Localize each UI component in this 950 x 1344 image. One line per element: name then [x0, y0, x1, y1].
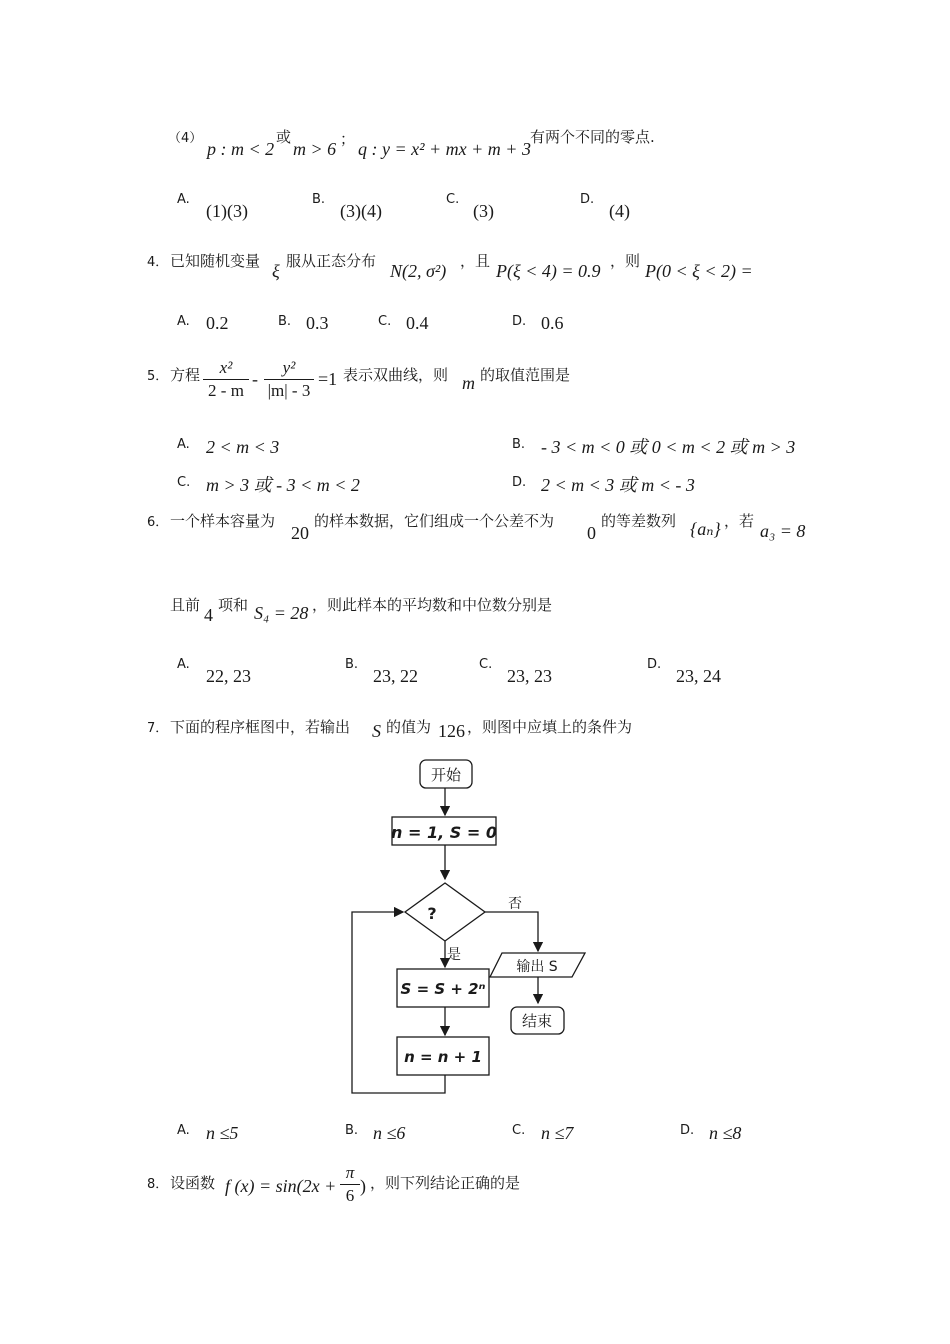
option-value: - 3 < m < 0 或 0 < m < 2 或 m > 3	[541, 437, 796, 457]
question-number: 6．	[147, 515, 169, 530]
q-condition: q : y = x² + mx + m + 3	[358, 139, 531, 159]
fraction-pi-6: π 6	[340, 1163, 360, 1206]
fraction-x: x² 2 - m	[203, 358, 249, 401]
probability-query: P(0 < ξ < 2) =	[645, 261, 753, 281]
option-value: 0.3	[306, 313, 329, 333]
fraction-y: y² |m| - 3	[264, 358, 314, 401]
end-label: 结束	[521, 1012, 553, 1030]
q5-text: 方程	[170, 366, 201, 384]
option-letter: A.	[177, 1123, 190, 1138]
q5-text: 表示双曲线，则	[343, 366, 449, 384]
function-left: f (x) = sin(2x +	[225, 1176, 337, 1196]
probability-condition: P(ξ < 4) = 0.9	[496, 261, 601, 281]
q4-text: 服从正态分布	[286, 252, 377, 270]
option-letter: C.	[177, 475, 191, 490]
option-value: (3)(4)	[340, 201, 382, 221]
q4-text: 已知随机变量	[170, 252, 261, 270]
decision-node	[405, 883, 485, 941]
q6-text: 的样本数据，它们组成一个公差不为	[314, 512, 555, 530]
q6-text: 项和	[218, 596, 249, 614]
q7-text: 下面的程序框图中，若输出	[170, 718, 351, 736]
option-value: 23, 22	[373, 666, 418, 686]
yes-label: 是	[447, 947, 461, 963]
option-letter: D.	[580, 192, 595, 207]
variable-m: m	[462, 373, 475, 393]
option-value: 23, 23	[507, 666, 552, 686]
output-label: 输出 S	[516, 959, 558, 975]
xi-symbol: ξ	[272, 261, 280, 281]
m-condition: m > 6	[293, 139, 337, 159]
option-letter: C.	[378, 314, 392, 329]
option-value: 0.4	[406, 313, 429, 333]
question-number: 8．	[147, 1177, 169, 1192]
normal-distribution: N(2, σ²)	[390, 261, 447, 281]
init-label: n = 1, S = 0	[391, 823, 497, 842]
q6-text: 一个样本容量为	[170, 512, 276, 530]
option-value: 0.2	[206, 313, 229, 333]
option-value: m > 3 或 - 3 < m < 2	[206, 475, 360, 495]
option-letter: A.	[177, 192, 190, 207]
q7-text: ，则图中应填上的条件为	[467, 718, 633, 736]
q7-text: 的值为	[386, 718, 432, 736]
q4-text: ，且	[460, 252, 491, 270]
option-letter: B.	[278, 314, 292, 329]
option-value: 23, 24	[676, 666, 721, 686]
q6-text: ，若	[724, 512, 755, 530]
start-label: 开始	[430, 766, 462, 784]
a3-value: a₃ = 8	[760, 521, 806, 541]
option-value: (4)	[609, 201, 630, 221]
option-value: n ≤8	[709, 1123, 742, 1143]
item-4-tail: 有两个不同的零点.	[530, 128, 655, 146]
equals-one: =1	[318, 369, 338, 389]
option-letter: B.	[312, 192, 326, 207]
option-letter: C.	[446, 192, 460, 207]
q6-text: 的等差数列	[601, 512, 677, 530]
no-label: 否	[508, 896, 522, 912]
option-letter: A.	[177, 314, 190, 329]
option-letter: A.	[177, 437, 190, 452]
option-value: (1)(3)	[206, 201, 248, 221]
question-number: 4．	[147, 255, 169, 270]
option-letter: D.	[512, 475, 527, 490]
sample-size: 20	[291, 523, 309, 543]
variable-s: S	[372, 721, 381, 741]
option-value: n ≤7	[541, 1123, 574, 1143]
option-value: 2 < m < 3 或 m < - 3	[541, 475, 695, 495]
option-letter: B.	[512, 437, 526, 452]
s4-value: S₄ = 28	[254, 603, 309, 623]
q4-text: ，则	[610, 252, 641, 270]
function-right: )	[360, 1176, 366, 1196]
q5-text: 的取值范围是	[480, 366, 571, 384]
q6-text: 且前	[170, 596, 201, 614]
option-value: 2 < m < 3	[206, 437, 280, 457]
option-letter: D.	[647, 657, 662, 672]
sequence-notation: {aₙ}	[690, 519, 721, 539]
option-value: 0.6	[541, 313, 564, 333]
q8-text: 设函数	[170, 1174, 216, 1192]
option-letter: A.	[177, 657, 190, 672]
semicolon: ；	[340, 130, 356, 148]
option-value: n ≤5	[206, 1123, 239, 1143]
item-4-label: （4）	[168, 131, 203, 146]
condition-label: ?	[427, 904, 437, 923]
or-text: 或	[276, 128, 292, 146]
option-letter: B.	[345, 657, 359, 672]
output-value: 126	[438, 721, 465, 741]
option-letter: D.	[512, 314, 527, 329]
q6-text: ，则此样本的平均数和中位数分别是	[312, 596, 553, 614]
zero-value: 0	[587, 523, 596, 543]
q8-text: ，则下列结论正确的是	[370, 1174, 521, 1192]
option-letter: B.	[345, 1123, 359, 1138]
term-count: 4	[204, 605, 213, 625]
update-s-label: S = S + 2ⁿ	[400, 980, 486, 998]
question-number: 7．	[147, 721, 169, 736]
option-value: (3)	[473, 201, 494, 221]
update-n-label: n = n + 1	[404, 1048, 482, 1066]
option-value: 22, 23	[206, 666, 251, 686]
minus-sign: -	[252, 369, 258, 389]
question-number: 5．	[147, 369, 169, 384]
option-letter: C.	[512, 1123, 526, 1138]
option-letter: D.	[680, 1123, 695, 1138]
program-flowchart	[340, 755, 590, 1100]
option-value: n ≤6	[373, 1123, 406, 1143]
option-letter: C.	[479, 657, 493, 672]
p-condition: p : m < 2	[207, 139, 275, 159]
